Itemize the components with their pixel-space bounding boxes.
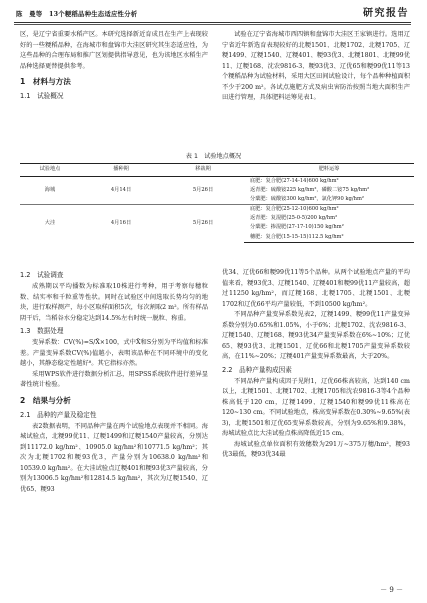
right-column-lower: [222, 268, 410, 461]
section-label: 研究报告: [363, 8, 409, 19]
subsection-1-2-heading: 1.2 试验调查: [20, 271, 64, 279]
yield-paragraph: 表2数据表明，不同品种产量在两个试验地点表现并不相同。海城试验点，北粳99优11、辽粳1499和辽粳1540产量较高，分别达到11172.0 kg/hm²、10905.0 kg/hm²和10771.5 kg/hm²；其次为北粳1702和粳93优3，产量分别为10638.0 kg/hm²和10539.0 kg/hm²。在大洼试验点辽粳401和粳93优3产量较高，分别为13006.5 kg/hm²和12814.5 kg/hm²，其次为辽粳1540、辽优65、粳93: [20, 422, 208, 493]
plant-height-paragraph: 不同品种产量构成因子见附1，辽优66株高较高，达到140 cm以上，北粳1501、北粳1702、北粳1705和沈农9816-3等4个品种株高低于120 cm，辽粳1499、辽粳1540和粳99优11株高在120~130 cm。不同试验地点，株高变异系数在0.30%~9.65%(表3)，北粳1501和辽优65变异系数较高，分别为9.65%和9.38%，海城试验点比大洼试验点株高降低近15 cm。: [222, 377, 410, 437]
left-column-upper: [20, 30, 208, 103]
section-1-heading: 1 材料与方法: [20, 77, 71, 86]
col-header-fertilizer: 肥料运筹: [244, 164, 414, 177]
header-rule: [14, 22, 411, 23]
software-paragraph: 采用WPS软件进行数据分析汇总，用SPSS系统软件进行差异显著性统计检验。: [20, 370, 208, 388]
subsection-2-2-heading: 2.2 品种产量构成因素: [222, 365, 292, 374]
col-header-transplant: 移栽期: [162, 164, 244, 177]
running-title: 陈 曼等 13个粳稻品种生态适应性分析: [16, 10, 138, 18]
subsection-2-1-heading: 2.1 品种的产量及稳定性: [20, 410, 97, 419]
section-2-heading: 2 结果与分析: [20, 395, 71, 405]
cell-site: 海城: [44, 187, 56, 194]
header-rule-thin: [14, 24, 411, 25]
cell-sow: 4月14日: [110, 187, 132, 194]
cell-fertilizer: 分蘖肥：掺混肥(27-17-10)150 kg/hm²: [250, 224, 344, 231]
cell-transplant: 5月26日: [162, 205, 244, 242]
col-header-sow: 播种期: [80, 164, 162, 177]
materials-paragraph: 试验在辽宁省海城市西四镇和盘锦市大洼区王家镇进行。选用辽宁省近年新选育表现较好的北粳1501、北粳1702、北粳1705、辽粳1499、辽粳1540、辽粳401、粳93优3、北粳1801、北粳99优11、辽粳168、沈农9816-3、粳93优3、辽优65和粳99优11等13个粳稻品种为试验材料，采用大区田间试验设计，每个品种种植面积不少于200 m²。各试点施肥方式及病虫害防治按照当地大面积生产田进行管理，具体肥料运筹见表1。: [222, 31, 410, 101]
table-1: [20, 163, 414, 243]
cell-fertilizer: 穗肥：复合肥(15-15-15)112.5 kg/hm²: [244, 233, 414, 243]
cell-transplant: 5月26日: [192, 187, 214, 194]
cell-site: 大洼: [20, 205, 80, 242]
intro-paragraph: 区，是辽宁省重要水稻产区。本研究选择新近育成且在生产上表现较好的一些粳稻品种，在海城市和盘锦市大洼区研究其生态适应性，为这些品种的合理布局和推广区划提供指导意见，也为该地区水稻生产品种选择更替提供参考。: [20, 31, 208, 70]
table-row: [20, 177, 414, 187]
cell-fertilizer: 底肥：复合肥(25-12-10)600 kg/hm²: [244, 205, 414, 215]
cell-fertilizer: 底肥：复合肥(27-14-14)600 kg/hm²: [250, 178, 339, 184]
table-row: [20, 205, 414, 215]
col-header-site: 试验地点: [20, 164, 80, 177]
page-number: － 9 －: [380, 586, 403, 594]
right-column-upper: [222, 30, 410, 104]
cell-fertilizer: 分蘖肥：硫酸铵300 kg/hm²，氯化钾90 kg/hm²: [250, 196, 364, 203]
cell-fertilizer: 返青肥：硫酸铵225 kg/hm²，磷酸二铵75 kg/hm²: [250, 187, 370, 194]
table-1-caption: 表 1 试验地点概况: [185, 153, 242, 160]
variation-paragraph: 不同品种产量变异系数见表2，辽粳1499、粳99优11产量变异系数分别为0.65%和1.05%，小于6%；北粳1702、沈农9816-3、辽粳1540、辽粳168、粳93优34产量变异系数在6%~10%；辽优65、粳93优3、北粳1501、辽优66和北粳1705产量变异系数较高，在11%~20%；辽粳401产量变异系数最高，大于20%。: [222, 311, 410, 360]
data-processing-paragraph: 变异系数：CV(%)=S/X̄×100，式中X̄和S分别为平均值和标准差。产量变异系数CV(%)值越小，表明该品种在不同环境中的变化越小，其静态稳定性越好⁸。其它指标亦然。: [20, 339, 208, 367]
yield-continued-paragraph: 优34、辽优66和粳99优11等5个品种。从两个试验地点产量的平均值来看，粳93优3、辽粳1540、辽粳401和粳99优11产量较高，超过11250 kg/hm²，而辽粳168、北粳1705、北粳1501、北粳1702和辽优66平均产量较低，不到10500 kg/hm²。: [222, 269, 410, 308]
survey-paragraph: 成熟期以平均播数为标准取10株进行考种，用于考察每穗粒数、结实率和千粒重等性状。同时在试验区中间选取长势均匀的地块，进行取样测产，每小区取样面积5次，每次割取2 m²。所有样品阴干后，当稻谷水分稳定达到14.5%左右时统一脱粒、称重。: [20, 283, 208, 322]
subsection-1-1-heading: 1.1 试验概况: [20, 92, 64, 100]
cell-fertilizer: 返青肥：复混肥(25-0-5)200 kg/hm²: [250, 215, 338, 222]
cell-sow: 4月16日: [80, 205, 162, 242]
left-column-lower: [20, 268, 208, 495]
panicle-paragraph: 海城试验点单位面积有效穗数为291万~375万穗/hm²，粳93优3最低，粳93优34最: [222, 440, 410, 458]
subsection-1-3-heading: 1.3 数据处理: [20, 327, 64, 335]
